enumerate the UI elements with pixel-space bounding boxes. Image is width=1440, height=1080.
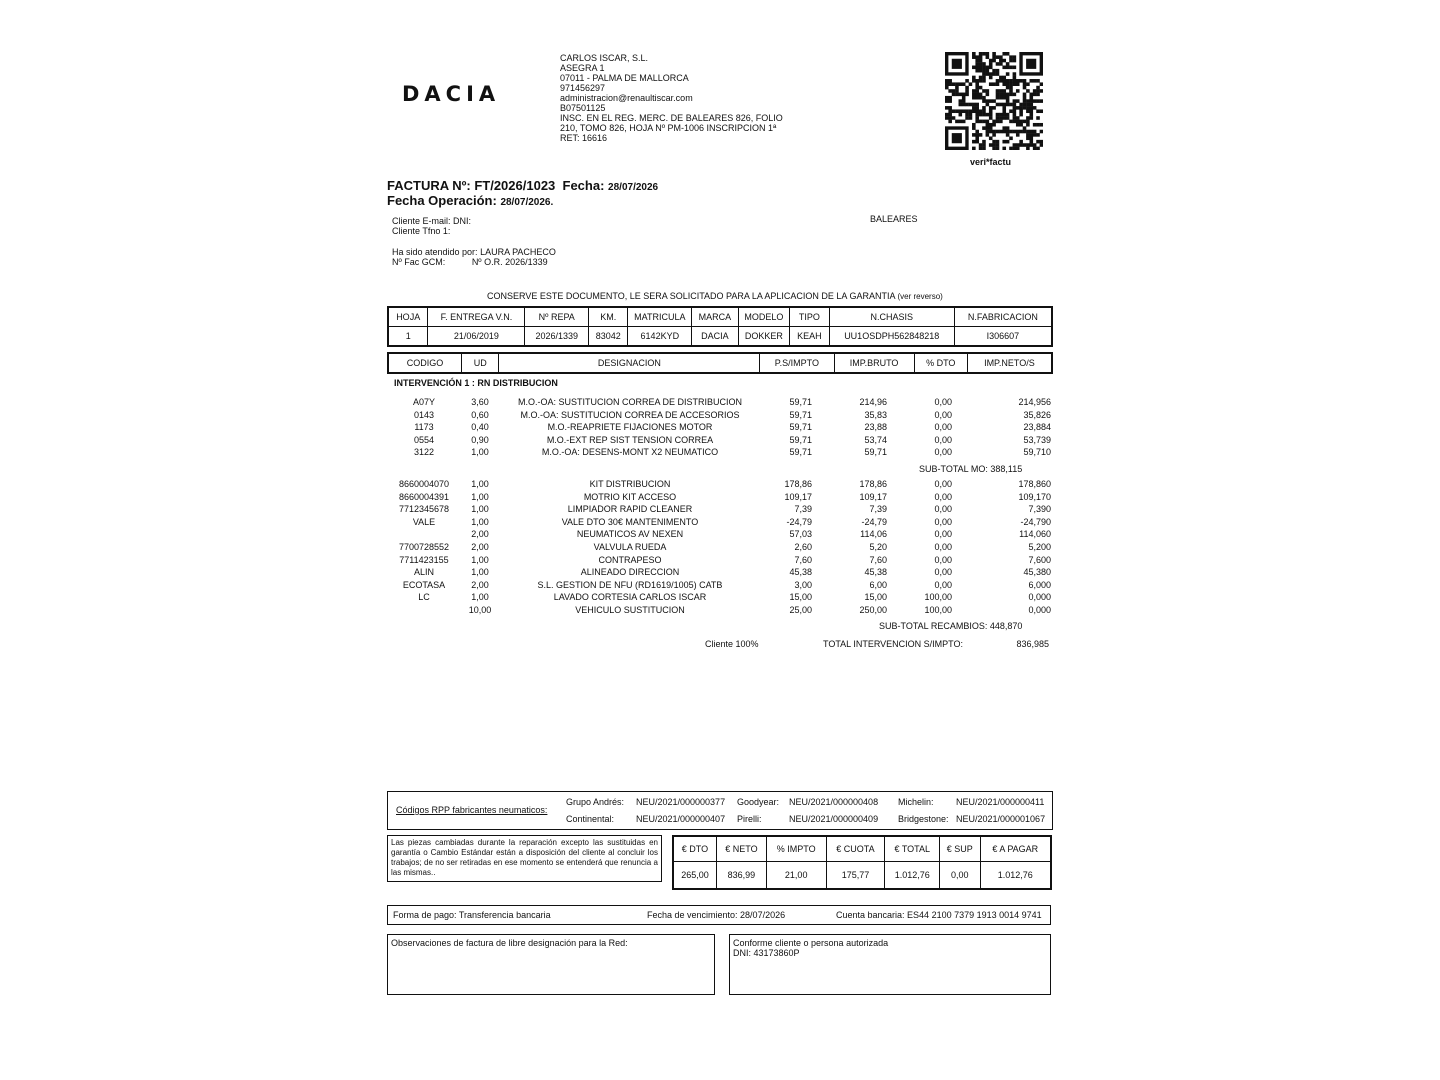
line-bruto: 5,20 (869, 542, 887, 552)
totals-header-cell: € SUP (940, 836, 980, 862)
line-bruto: 114,06 (860, 529, 887, 540)
line-bruto: 7,60 (869, 554, 887, 565)
line-code: 8660004391 (398, 491, 450, 502)
vehicle-cell: 83042 (589, 327, 628, 347)
line-dto: 0,00 (934, 504, 952, 515)
or-label: Nº O.R. (471, 257, 503, 267)
line-code: 8660004070 (398, 479, 450, 489)
rpp-codes-box (387, 791, 1053, 830)
fecha-value: 28/07/2026 (608, 182, 659, 193)
conforme-label: Conforme cliente o persona autorizada (733, 938, 889, 948)
line-neto: 6,000 (1028, 579, 1051, 590)
conforme-dni: DNI: 43173860P (733, 948, 800, 958)
line-code: 0143 (413, 409, 435, 420)
line-dto: 0,00 (934, 542, 952, 552)
line-desc: KIT DISTRIBUCION (589, 479, 671, 489)
company-line: 210, TOMO 826, HOJA Nº PM-1006 INSCRIPCION 1ª (560, 123, 777, 133)
line-code: VALE (412, 516, 436, 527)
line-dto: 100,00 (924, 592, 952, 603)
client-region: BALEARES (870, 214, 918, 224)
line-dto: 0,00 (934, 529, 952, 540)
line-desc: M.O.-OA: SUSTITUCION CORREA DE ACCESORIOS (520, 409, 740, 420)
rpp-code: NEU/2021/000000377 (636, 797, 726, 807)
line-desc: CONTRAPESO (598, 554, 662, 565)
line-neto: 7,600 (1028, 554, 1051, 565)
line-neto: 214,956 (1018, 397, 1051, 407)
factura-number: FT/2026/1023 (474, 178, 556, 193)
line-ud: 0,40 (471, 422, 489, 433)
line-dto: 0,00 (934, 554, 952, 565)
line-price: 57,03 (789, 529, 812, 540)
totals-header-cell: € TOTAL (885, 836, 940, 862)
vehicle-header-cell: Nº REPA (525, 307, 589, 327)
rpp-code: NEU/2021/000000407 (636, 814, 726, 824)
attended-label: Ha sido atendido por: (392, 247, 478, 257)
vehicle-header-cell: N.CHASIS (829, 307, 954, 327)
payment-method: Forma de pago: Transferencia bancaria (393, 910, 551, 920)
line-ud: 1,00 (471, 554, 489, 565)
notice-text: CONSERVE ESTE DOCUMENTO, LE SERA SOLICITADO PARA LA APLICACION DE LA GARANTIA (487, 291, 895, 301)
line-desc: LAVADO CORTESIA CARLOS ISCAR (553, 592, 707, 603)
totals-value-cell: 1.012,76 (980, 862, 1051, 890)
line-price: 3,00 (794, 579, 812, 590)
line-ud: 2,00 (471, 579, 489, 590)
line-code: LC (418, 592, 430, 603)
line-price: 2,60 (794, 542, 812, 552)
line-price: -24,79 (786, 516, 812, 527)
line-bruto: 6,00 (869, 579, 887, 590)
company-line: 971456297 (560, 83, 606, 93)
totals-table (672, 835, 1052, 890)
rpp-brand: Michelin: (898, 797, 934, 807)
line-ud: 1,00 (471, 516, 489, 527)
line-bruto: 109,17 (859, 491, 887, 502)
line-price: 59,71 (789, 409, 812, 420)
line-code: 7700728552 (398, 542, 450, 552)
totals-header-cell: € DTO (673, 836, 716, 862)
vehicle-cell: 1 (388, 327, 428, 347)
company-line: 07011 - PALMA DE MALLORCA (560, 73, 689, 83)
line-neto: 0,000 (1028, 605, 1051, 615)
totals-value-cell: 265,00 (673, 862, 716, 890)
line-desc: NEUMATICOS AV NEXEN (576, 529, 684, 540)
disclaimer-text: Las piezas cambiadas durante la reparación excepto las sustituidas en garantía o Cambio Estándar están a disposición del cliente al concluir los trabajos; de no ser retiradas en ese momento se entenderá que renuncia a las mismas.. (391, 838, 658, 877)
line-code: 7711423155 (399, 554, 449, 565)
line-ud: 0,90 (471, 434, 489, 445)
line-neto: 114,060 (1019, 529, 1051, 540)
line-dto: 0,00 (934, 434, 952, 445)
line-price: 59,71 (789, 447, 812, 458)
vehicle-header-cell: KM. (589, 307, 628, 327)
line-neto: 0,000 (1028, 592, 1051, 603)
line-desc: VEHICULO SUSTITUCION (575, 605, 685, 615)
line-desc: ALINEADO DIRECCION (580, 567, 680, 578)
line-ud: 3,60 (471, 397, 489, 407)
lines-header-cell: IMP.BRUTO (834, 353, 914, 373)
totals-value-cell: 175,77 (826, 862, 885, 890)
subtotal-mo: SUB-TOTAL MO: 388,115 (919, 464, 1023, 474)
line-dto: 0,00 (934, 567, 952, 578)
line-bruto: 53,74 (864, 434, 887, 445)
payment-due-date: Fecha de vencimiento: 28/07/2026 (647, 910, 786, 920)
factura-label: FACTURA Nº: (387, 178, 471, 193)
line-neto: 109,170 (1018, 491, 1051, 502)
vehicle-header-cell: MODELO (738, 307, 790, 327)
fecha-label: Fecha: (562, 178, 605, 193)
vehicle-table-row (388, 327, 1052, 347)
line-ud: 2,00 (471, 542, 489, 552)
vehicle-header-cell: TIPO (790, 307, 829, 327)
or-number: 2026/1339 (505, 257, 548, 267)
line-price: 59,71 (789, 397, 812, 407)
totals-value-cell: 0,00 (940, 862, 980, 890)
qr-code-icon (945, 52, 1043, 150)
line-dto: 0,00 (934, 479, 952, 489)
vehicle-cell: 2026/1339 (525, 327, 589, 347)
line-desc: M.O.-OA: SUSTITUCION CORREA DE DISTRIBUCION (517, 397, 742, 407)
line-ud: 1,00 (471, 504, 489, 515)
line-price: 7,39 (794, 504, 812, 515)
fac-gcm-label: Nº Fac GCM: (392, 257, 446, 267)
rpp-brand: Bridgestone: (898, 814, 949, 824)
line-neto: 178,860 (1018, 479, 1051, 489)
line-bruto: 214,96 (859, 397, 887, 407)
line-ud: 1,00 (471, 567, 489, 578)
line-desc: VALE DTO 30€ MANTENIMENTO (561, 516, 699, 527)
line-price: 109,17 (784, 491, 812, 502)
line-desc: S.L. GESTION DE NFU (RD1619/1005) CATB (537, 579, 723, 590)
line-ud: 10,00 (468, 605, 492, 615)
line-bruto: 178,86 (859, 479, 887, 489)
line-ud: 1,00 (471, 447, 489, 458)
line-price: 25,00 (789, 605, 812, 615)
line-code: 7712345678 (398, 504, 450, 515)
guarantee-notice (487, 291, 943, 302)
intervention-title: INTERVENCIÓN 1 : RN DISTRIBUCION (394, 378, 558, 388)
line-dto: 0,00 (934, 447, 952, 458)
line-code: ALIN (413, 567, 434, 578)
line-desc: M.O.-EXT REP SIST TENSION CORREA (546, 434, 714, 445)
line-ud: 1,00 (471, 592, 489, 603)
cliente-percentage: Cliente 100% (705, 639, 759, 649)
totals-header-cell: € NETO (716, 836, 766, 862)
lines-header-cell: DESIGNACION (499, 353, 760, 373)
line-bruto: 59,71 (864, 447, 887, 458)
company-line: ASEGRA 1 (560, 63, 605, 73)
rpp-brand: Goodyear: (737, 797, 780, 807)
company-line: INSC. EN EL REG. MERC. DE BALEARES 826, FOLIO (560, 113, 783, 123)
vehicle-table-header (388, 307, 1052, 327)
line-price: 59,71 (789, 422, 812, 433)
rpp-brand: Pirelli: (737, 814, 762, 824)
disclaimer-box (387, 835, 662, 882)
lines-header-cell: CODIGO (388, 353, 462, 373)
rpp-code: NEU/2021/000000409 (789, 814, 879, 824)
lines-header-cell: IMP.NETO/S (967, 353, 1052, 373)
invoice-number-line (387, 178, 658, 193)
totals-value-cell: 21,00 (766, 862, 826, 890)
rpp-brand: Grupo Andrés: (566, 797, 625, 807)
line-bruto: -24,79 (861, 516, 887, 527)
fac-gcm-line (392, 257, 548, 267)
totals-header-cell: € CUOTA (826, 836, 885, 862)
notice-small: (ver reverso) (897, 292, 943, 301)
line-neto: 7,390 (1028, 504, 1051, 515)
rpp-code: NEU/2021/000001067 (956, 814, 1046, 824)
vehicle-header-cell: N.FABRICACION (954, 307, 1052, 327)
line-ud: 2,00 (471, 529, 489, 540)
totals-value-cell: 836,99 (716, 862, 766, 890)
company-line: administracion@renaultiscar.com (560, 93, 693, 103)
rpp-brand: Continental: (566, 814, 615, 824)
line-bruto: 45,38 (864, 567, 887, 578)
line-price: 7,60 (794, 554, 812, 565)
line-bruto: 35,83 (864, 409, 887, 420)
company-line: B07501125 (560, 103, 606, 113)
company-line: RET: 16616 (560, 133, 608, 143)
line-ud: 1,00 (471, 491, 489, 502)
line-code: A07Y (412, 397, 436, 407)
totals-values-row (673, 862, 1051, 890)
company-info (560, 53, 783, 143)
line-dto: 0,00 (934, 516, 952, 527)
line-dto: 0,00 (934, 422, 952, 433)
attended-by: LAURA PACHECO (480, 247, 556, 257)
line-price: 45,38 (789, 567, 812, 578)
totals-value-cell: 1.012,76 (885, 862, 940, 890)
line-neto: -24,790 (1020, 516, 1051, 527)
line-desc: MOTRIO KIT ACCESO (583, 491, 677, 502)
operation-date-line (387, 193, 553, 208)
vehicle-cell: DOKKER (738, 327, 790, 347)
dacia-logo: DACIA (402, 82, 501, 106)
vehicle-header-cell: F. ENTREGA V.N. (428, 307, 525, 327)
vehicle-cell: DACIA (692, 327, 738, 347)
totals-header-cell: € A PAGAR (980, 836, 1051, 862)
line-desc: LIMPIADOR RAPID CLEANER (567, 504, 693, 515)
rpp-code: NEU/2021/000000411 (956, 797, 1045, 807)
line-code: 0554 (413, 434, 435, 445)
client-phone: Cliente Tfno 1: (392, 226, 451, 236)
line-price: 15,00 (789, 592, 812, 603)
operacion-label: Fecha Operación: (387, 193, 497, 208)
observaciones-label: Observaciones de factura de libre designación para la Red: (391, 938, 628, 948)
lines-header-table (387, 352, 1053, 374)
observaciones-box (387, 934, 715, 995)
vehicle-cell: KEAH (790, 327, 829, 347)
line-ud: 0,60 (471, 409, 489, 420)
line-dto: 0,00 (934, 491, 952, 502)
vehicle-cell: UU1OSDPH562848218 (829, 327, 954, 347)
subtotal-recambios: SUB-TOTAL RECAMBIOS: 448,870 (879, 621, 1023, 631)
totals-header-row (673, 836, 1051, 862)
line-dto: 0,00 (934, 579, 952, 590)
line-dto: 0,00 (934, 409, 952, 420)
client-email: Cliente E-mail: DNI: (392, 216, 472, 226)
total-intervention-label: TOTAL INTERVENCION S/IMPTO: (823, 639, 964, 649)
company-line: CARLOS ISCAR, S.L. (560, 53, 649, 63)
lines-header-cell: UD (462, 353, 499, 373)
line-neto: 5,200 (1028, 542, 1051, 552)
vehicle-cell: 21/06/2019 (428, 327, 525, 347)
line-bruto: 7,39 (869, 504, 887, 515)
vehicle-header-cell: MATRICULA (628, 307, 692, 327)
total-intervention-value: 836,985 (1016, 639, 1049, 649)
verifactu-caption: veri*factu (970, 157, 1012, 167)
line-neto: 45,380 (1023, 567, 1051, 578)
line-price: 59,71 (789, 434, 812, 445)
line-neto: 23,884 (1023, 422, 1051, 433)
vehicle-cell: 6142KYD (628, 327, 692, 347)
rpp-title: Códigos RPP fabricantes neumaticos: (396, 805, 548, 815)
line-code: 1173 (414, 422, 434, 433)
line-code: 3122 (413, 447, 435, 458)
vehicle-header-cell: MARCA (692, 307, 738, 327)
line-desc: M.O.-OA: DESENS-MONT X2 NEUMATICO (541, 447, 719, 458)
line-neto: 53,739 (1023, 434, 1051, 445)
lines-header-row (388, 353, 1052, 373)
attended-line (392, 247, 556, 257)
line-dto: 100,00 (924, 605, 952, 615)
rpp-code: NEU/2021/000000408 (789, 797, 879, 807)
vehicle-header-cell: HOJA (388, 307, 428, 327)
line-price: 178,86 (784, 479, 812, 489)
line-bruto: 15,00 (864, 592, 887, 603)
payment-box (387, 905, 1051, 925)
line-ud: 1,00 (471, 479, 489, 489)
operacion-date: 28/07/2026. (500, 197, 554, 208)
line-neto: 59,710 (1023, 447, 1051, 458)
line-code: ECOTASA (402, 579, 446, 590)
lines-header-cell: P.S/IMPTO (760, 353, 834, 373)
totals-header-cell: % IMPTO (766, 836, 826, 862)
bank-account: Cuenta bancaria: ES44 2100 7379 1913 0014 9741 (836, 910, 1042, 920)
lines-header-cell: % DTO (914, 353, 967, 373)
line-bruto: 23,88 (864, 422, 887, 433)
vehicle-table (387, 306, 1053, 347)
line-desc: M.O.-REAPRIETE FIJACIONES MOTOR (547, 422, 713, 433)
line-neto: 35,826 (1023, 409, 1051, 420)
vehicle-cell: I306607 (954, 327, 1052, 347)
line-bruto: 250,00 (859, 605, 887, 615)
conforme-box (729, 934, 1051, 995)
line-dto: 0,00 (934, 397, 952, 407)
line-desc: VALVULA RUEDA (593, 542, 667, 552)
